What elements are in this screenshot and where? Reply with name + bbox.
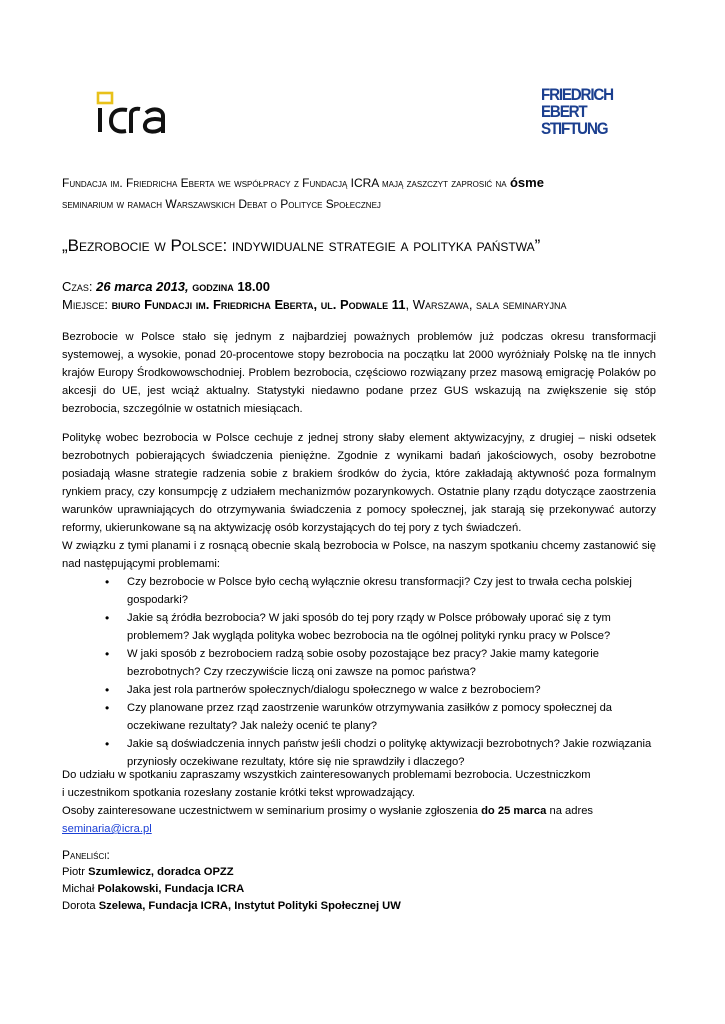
paragraph-3: W związku z tymi planami i z rosnącą obecnie skalą bezrobocia w Polsce, na naszym spotkaniu chcemy zastanowić się nad następującymi problemami:: [62, 540, 656, 570]
seminar-place: Miejsce: biuro Fundacji im. Friedricha Eberta, ul. Podwale 11, Warszawa, sala seminaryjna: [62, 297, 567, 312]
list-item: • W jaki sposób z bezrobociem radzą sobie osoby pozostające bez pracy? Jakie mamy kategorie bezrobotnych? Czy rzeczywiście liczą oni zawsze na pomoc państwa?: [105, 647, 599, 678]
list-item: • Czy planowane przez rząd zaostrzenie warunków otrzymywania zasiłków z pomocy społecznej da oczekiwane rezultaty? Jak należy ocenić te plany?: [105, 701, 613, 732]
bullet-icon: •: [105, 575, 110, 589]
bullet-icon: •: [105, 683, 110, 697]
panelists-heading: Paneliści:: [62, 848, 110, 862]
panelist: Dorota Szelewa, Fundacja ICRA, Instytut Polityki Społecznej UW: [62, 900, 401, 912]
panelist: Piotr Szumlewicz, doradca OPZZ: [62, 866, 234, 878]
panelists: [62, 847, 562, 915]
invitation-intro: Fundacja im. Friedricha Eberta we współpracy z Fundacją ICRA mają zaszczyt zaprosić na ósme seminarium w ramach Warszawskich Debat o Polityce Społecznej: [62, 175, 544, 211]
paragraph-2: Politykę wobec bezrobocia w Polsce cechuje z jednej strony słaby element aktywizacyjny, z drugiej – niski odsetek bezrobotnych pobierających świadczenia pieniężne. Zgodnie z wynikami badań jakościowych, osoby bezrobotne posiadają własne strategie radzenia sobie z brakiem środków do życia, które zakładają aktywność poza formalnym rynkiem pracy, czy konsumpcję z udziałem mechanizmów pozarynkowych. Ostatnie plany rządu dotyczące zaostrzenia warunków uprawniających do otrzymywania świadczenia z pomocy społecznej, jak starają się przekonywać autorzy reformy, ukierunkowane są na aktywizację osób korzystających do tej pory z tych świadczeń. W związku z tymi planami i z rosnącą obecnie skalą bezrobocia w Polsce, na naszym spotkaniu chcemy zastanowić się nad następującymi problemami:: [62, 429, 656, 573]
list-item: • Czy bezrobocie w Polsce było cechą wyłącznie okresu transformacji? Czy jest to trwała cecha polskiej gospodarki?: [105, 575, 632, 606]
bullet-icon: •: [105, 701, 110, 715]
bullet-icon: •: [105, 737, 110, 751]
fes-logo: FRIEDRICH EBERT STIFTUNG: [541, 86, 613, 138]
list-item: • Jakie są źródła bezrobocia? W jaki sposób do tej pory rządy w Polsce próbowały uporać się z tym problemem? Jak wygląda polityka wobec bezrobocia na tle ogólnej polityki rynku pracy w Polsce?: [105, 611, 611, 642]
seminar-title: „Bezrobocie w Polsce: indywidualne strategie a polityka państwa”: [62, 236, 541, 255]
list-item: • Jakie są doświadczenia innych państw jeśli chodzi o politykę aktywizacji bezrobotnych? Jakie rozwiązania przyniosły oczekiwane rezultaty, które się nie sprawdziły i dlaczego?: [105, 737, 652, 768]
questions-list: [100, 573, 660, 771]
seminar-time: Czas: 26 marca 2013, godzina 18.00: [62, 279, 270, 294]
bullet-icon: •: [105, 647, 110, 661]
panelist: Michał Polakowski, Fundacja ICRA: [62, 883, 245, 895]
bullet-icon: •: [105, 611, 110, 625]
list-item: • Jaka jest rola partnerów społecznych/dialogu społecznego w walce z bezrobociem?: [105, 683, 541, 697]
icra-logo: [93, 90, 168, 138]
closing-text: Do udziału w spotkaniu zapraszamy wszystkich zainteresowanych problemami bezrobocia. Uczestniczkom i uczestnikom spotkania rozesłany zostanie krótki tekst wprowadzający. Osoby zainteresowane uczestnictwem w seminarium prosimy o wysłanie zgłoszenia do 25 marca na adres seminaria@icra.pl: [62, 769, 594, 835]
email-link[interactable]: seminaria@icra.pl: [62, 823, 152, 835]
paragraph-1: Bezrobocie w Polsce stało się jednym z najbardziej poważnych problemów już podczas okresu transformacji systemowej, a wysokie, ponad 20-procentowe stopy bezrobocia na początku lat 2000 wyróżniały Polskę na tle innych krajów Europy Środkowowschodniej. Problem bezrobocia, częściowo rozwiązany przez masową emigrację Polaków po akcesji do UE, jest wciąż aktualny. Statystyki niedawno podane przez GUS wskazują na zwiększenie się stóp bezrobocia, szczególnie w ostatnich miesiącach.: [62, 331, 656, 415]
